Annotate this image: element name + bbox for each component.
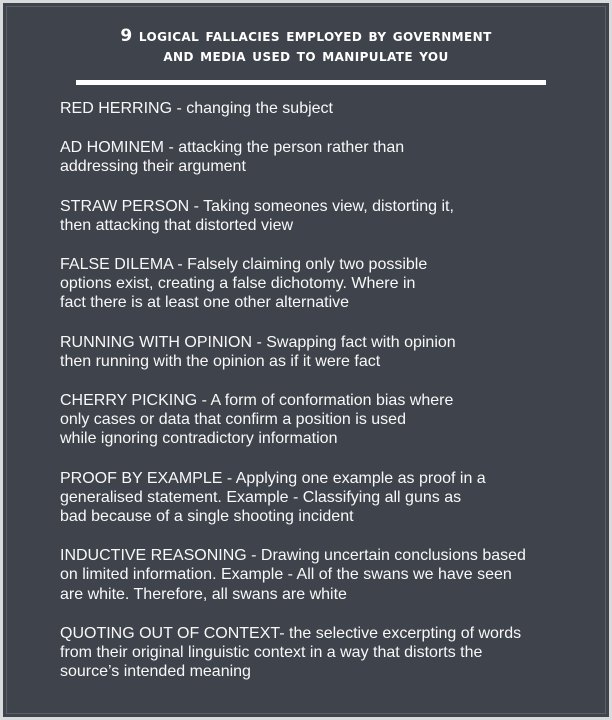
fallacy-cherry-picking [60, 391, 560, 449]
fallacy-text-line: fact there is at least one other alternative [60, 294, 350, 312]
fallacy-running-with-opinion [60, 333, 560, 371]
fallacy-text-line: generalised statement. Example - Classifying all guns as [60, 488, 462, 506]
fallacy-text-line: FALSE DILEMA - Falsely claiming only two possible [60, 256, 428, 274]
fallacy-text-line: RUNNING WITH OPINION - Swapping fact with opinion [60, 333, 456, 351]
fallacy-list [60, 99, 560, 681]
fallacy-text-line: AD HOMINEM - attacking the person rather than [60, 139, 405, 157]
fallacy-text-line: options exist, creating a false dichotomy. Where in [60, 275, 416, 293]
fallacy-proof-by-example [60, 469, 560, 527]
poster-title [3, 26, 609, 66]
fallacy-text-line: STRAW PERSON - Taking someones view, distorting it, [60, 197, 454, 215]
fallacy-text-line: while ignoring contradictory information [60, 430, 338, 448]
fallacy-text-line: RED HERRING - changing the subject [60, 100, 333, 117]
fallacy-text-line: PROOF BY EXAMPLE - Applying one example as proof in a [60, 469, 486, 487]
fallacy-text-line: source’s intended meaning [60, 663, 251, 681]
fallacy-text-line: INDUCTIVE REASONING - Drawing uncertain conclusions based [60, 547, 526, 565]
fallacy-text-line: on limited information. Example - All of the swans we have seen [60, 566, 512, 584]
fallacy-false-dilema [60, 255, 560, 313]
fallacy-text-line: only cases or data that confirm a position is used [60, 411, 406, 429]
fallacy-text-line: are white. Therefore, all swans are white [60, 585, 347, 603]
fallacy-text-line: CHERRY PICKING - A form of conformation bias where [60, 392, 454, 410]
fallacy-text-line: QUOTING OUT OF CONTEXT- the selective excerpting of words [60, 624, 522, 642]
fallacy-straw-person [60, 197, 560, 235]
fallacy-text-line: then running with the opinion as if it were fact [60, 352, 381, 370]
title-divider [76, 80, 546, 85]
fallacy-ad-hominem [60, 138, 560, 176]
fallacy-inductive-reasoning [60, 546, 560, 604]
fallacy-text-line: bad because of a single shooting incident [60, 508, 354, 526]
fallacy-text-line: then attacking that distorted view [60, 216, 294, 234]
fallacy-red-herring [60, 99, 560, 118]
title-line-1: 9 logical fallacies employed by government [120, 26, 492, 46]
fallacy-quoting-out-of-context [60, 624, 560, 682]
fallacy-text-line: addressing their argument [60, 158, 246, 176]
fallacy-text-line: from their original linguistic context in a way that distorts the [60, 644, 483, 662]
title-line-2: and media used to manipulate you [163, 46, 449, 66]
